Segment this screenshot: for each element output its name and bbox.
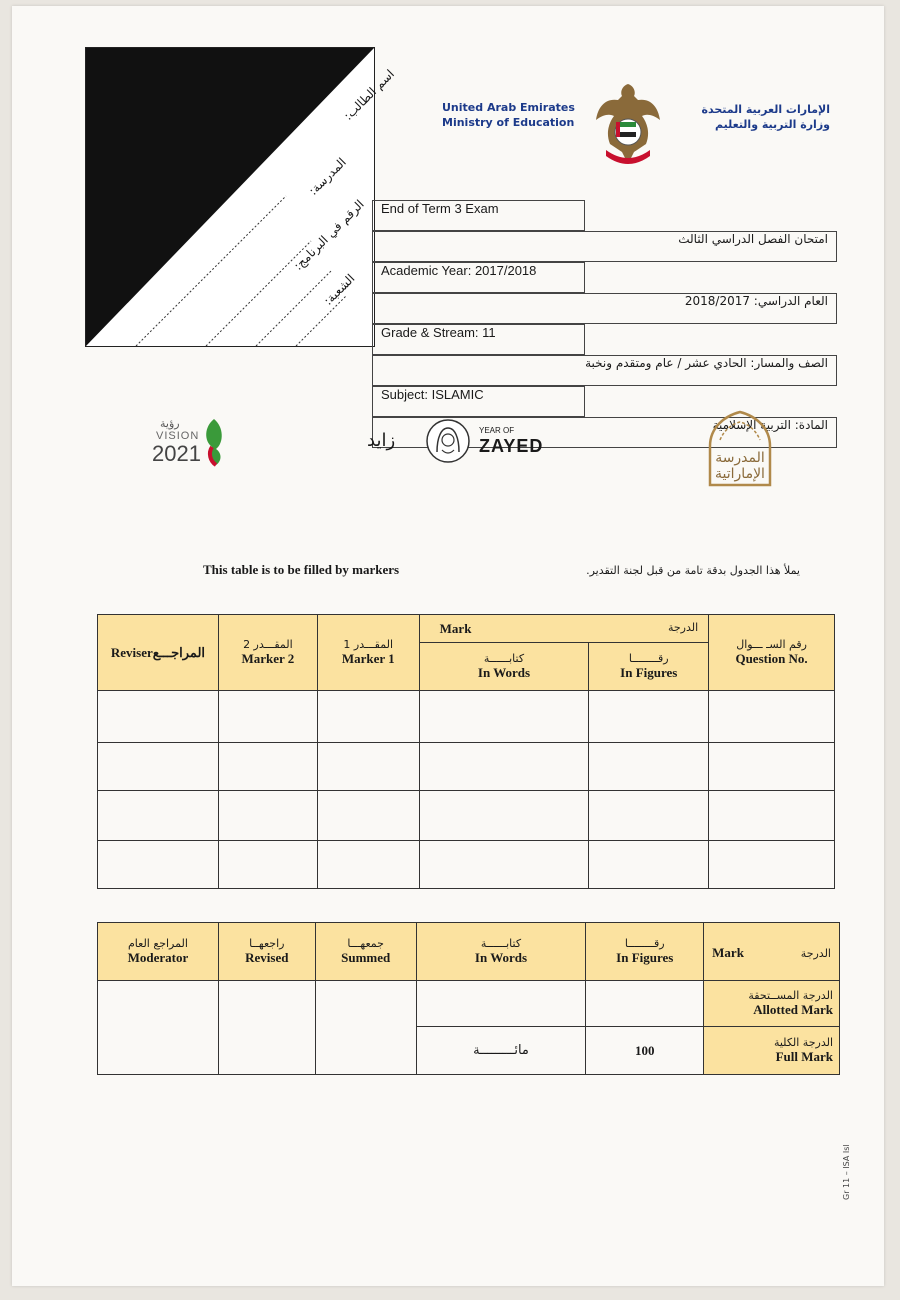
subject-en: Subject: ISLAMIC [372, 386, 585, 417]
marker1-cell[interactable] [317, 841, 419, 889]
summed-header: جمعهـــا Summed [315, 923, 416, 981]
program-number-label: الرقم في البرنامج: [291, 197, 367, 273]
exam-title-ar: امتحان الفصل الدراسي الثالث [372, 231, 837, 262]
words-cell[interactable] [419, 791, 589, 841]
markers-caption-ar: يملأ هذا الجدول بدقة تامة من قبل لجنة التقدير. [586, 564, 800, 577]
ministry-name-en: United Arab Emirates Ministry of Education [442, 101, 575, 129]
marker2-cell[interactable] [218, 691, 317, 743]
subject-ar: المادة: التربية الإسلامية [372, 417, 837, 448]
student-name-label: اسم الطالب: [341, 66, 397, 123]
full-mark-words: مائـــــــــة [416, 1027, 586, 1075]
mark-header: Mark الدرجة [704, 923, 840, 981]
marker1-header: المقـــدر 1 Marker 1 [317, 615, 419, 691]
allotted-words-cell[interactable] [416, 981, 586, 1027]
emirati-school-logo [700, 410, 780, 490]
question-cell[interactable] [709, 691, 835, 743]
table-row [98, 743, 835, 791]
ministry-name-ar: الإمارات العربية المتحدة وزارة التربية والتعليم [701, 103, 830, 131]
reviser-cell[interactable] [98, 791, 219, 841]
markers-caption-en: This table is to be filled by markers [203, 562, 400, 577]
grade-stream-en: Grade & Stream: 11 [372, 324, 585, 355]
table-row [98, 841, 835, 889]
grade-stream-ar: الصف والمسار: الحادي عشر / عام ومتقدم ونخبة [372, 355, 837, 386]
exam-title-en: End of Term 3 Exam [372, 200, 585, 231]
words-cell[interactable] [419, 841, 589, 889]
moderator-header: المراجع العام Moderator [98, 923, 219, 981]
question-cell[interactable] [709, 791, 835, 841]
allotted-figures-cell[interactable] [586, 981, 704, 1027]
academic-year-en: Academic Year: 2017/2018 [372, 262, 585, 293]
madrasa-line1: المدرسة [715, 450, 765, 466]
in-figures-header: رقــــــــا In Figures [589, 643, 709, 691]
year-of-zayed-logo: زايد YEAR OF ZAYED [367, 418, 567, 468]
marker1-cell[interactable] [317, 791, 419, 841]
words-cell[interactable] [419, 691, 589, 743]
allotted-mark-label: الدرجة المســتحقة Allotted Mark [704, 981, 840, 1027]
moderator-cell[interactable] [98, 981, 219, 1075]
marker2-cell[interactable] [218, 791, 317, 841]
figures-cell[interactable] [589, 841, 709, 889]
mark-header: Mark الدرجة [419, 615, 709, 643]
totals-table [97, 922, 840, 1075]
section-label: الشعبة: [321, 271, 358, 308]
table-row [98, 791, 835, 841]
school-label: المدرسة: [306, 155, 349, 198]
madrasa-line2: الإماراتية [715, 466, 765, 482]
markers-table [97, 614, 835, 889]
academic-year-ar: العام الدراسي: 2018/2017 [372, 293, 837, 324]
reviser-cell[interactable] [98, 841, 219, 889]
reviser-cell[interactable] [98, 691, 219, 743]
uae-eagle-emblem [592, 80, 664, 170]
in-words-header: كتابــــــة In Words [416, 923, 586, 981]
figures-cell[interactable] [589, 743, 709, 791]
summed-cell[interactable] [315, 981, 416, 1075]
margin-note: Gr 11 – ISA Isl [842, 1144, 851, 1200]
in-words-header: كتابــــــة In Words [419, 643, 589, 691]
marker2-cell[interactable] [218, 841, 317, 889]
full-mark-figures: 100 [586, 1027, 704, 1075]
question-cell[interactable] [709, 743, 835, 791]
table-row [98, 691, 835, 743]
marker2-cell[interactable] [218, 743, 317, 791]
question-cell[interactable] [709, 841, 835, 889]
sheikh-zayed-portrait-icon [425, 418, 471, 464]
reviser-header: Reviserالمراجـــع [98, 615, 219, 691]
allotted-row [98, 981, 840, 1027]
full-mark-label: الدرجة الكلية Full Mark [704, 1027, 840, 1075]
student-info-box [85, 47, 397, 347]
in-figures-header: رقــــــــا In Figures [586, 923, 704, 981]
figures-cell[interactable] [589, 691, 709, 743]
marker2-header: المقـــدر 2 Marker 2 [218, 615, 317, 691]
exam-info-row [372, 262, 837, 324]
exam-info-row [372, 324, 837, 386]
marker1-cell[interactable] [317, 743, 419, 791]
revised-cell[interactable] [218, 981, 315, 1075]
figures-cell[interactable] [589, 791, 709, 841]
revised-header: راجعهــا Revised [218, 923, 315, 981]
marker1-cell[interactable] [317, 691, 419, 743]
question-no-header: رقم السـ ـــوال Question No. [709, 615, 835, 691]
exam-info-row [372, 200, 837, 262]
reviser-cell[interactable] [98, 743, 219, 791]
words-cell[interactable] [419, 743, 589, 791]
vision-2021-logo: رؤية VISION 2021 [152, 417, 232, 477]
